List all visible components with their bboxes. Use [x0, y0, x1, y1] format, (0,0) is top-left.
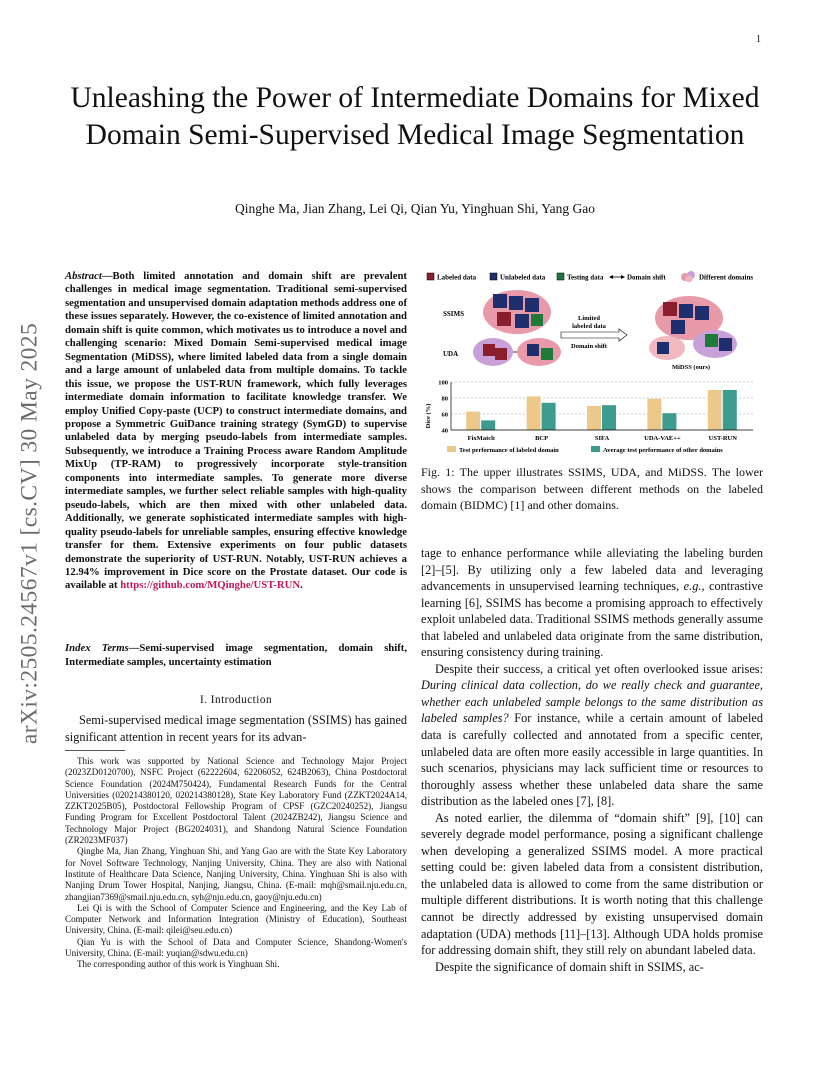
- x-tick-label: UDA-VAE++: [644, 435, 681, 442]
- legend-unlabeled: Unlabeled data: [500, 273, 546, 282]
- y-tick-label: 80: [441, 395, 448, 403]
- bar-fixmatch-s1: [481, 420, 495, 430]
- arxiv-stamp: arXiv:2505.24567v1 [cs.CV] 30 May 2025: [16, 322, 43, 745]
- legend-labeled: Labeled data: [437, 273, 477, 282]
- label-ssims: SSIMS: [443, 310, 465, 318]
- legend-swatch-other: [591, 446, 600, 452]
- footnotes: [65, 756, 407, 971]
- paragraph-text: tage to enhance performance while alleviating the labeling burden [2]–[5]. By utilizing only a few labeled data and leveraging advancements in unsupervised learning techniques,: [421, 546, 763, 594]
- y-tick-label: 40: [441, 427, 448, 435]
- legend-series-test: Test performance of labeled domain: [459, 447, 559, 454]
- label-labeled-data: labeled data: [572, 323, 606, 330]
- footnote: Lei Qi is with the School of Computer Science and Engineering, and the Key Lab of Computer Network and Information Integration (Ministry of Education), Southeast University, China. (E-mail: qilei@seu.edu.cn): [65, 902, 407, 936]
- paragraph-text: For instance, while a certain amount of labeled data is carefully collected and annotated from a specific center, unlabeled data are often more easily accessible in large quantities. In such scenarios, physicians may lack sufficient time or resources to thoroughly assess whether these unlabeled data share the same distribution as the labeled ones [7], [8].: [421, 711, 763, 809]
- x-tick-label: BCP: [535, 435, 549, 442]
- y-axis-label: Dice (%): [425, 403, 432, 429]
- paragraph: [421, 810, 763, 959]
- paragraph-emphasis: During clinical data collection, do we really check and guarantee, whether each unlabeled sample belongs to the same distribution as labeled samples?: [421, 678, 763, 726]
- paragraph-text: Despite their success, a critical yet often overlooked issue arises:: [435, 661, 763, 676]
- paragraph-emphasis: e.g.: [683, 579, 702, 594]
- index-terms: [65, 642, 407, 669]
- footnote-rule: [65, 750, 125, 751]
- paragraph-text: Despite the significance of domain shift in SSIMS, ac-: [435, 959, 704, 974]
- legend-series-other: Average test performance of other domains: [603, 447, 723, 454]
- author-list: Qinghe Ma, Jian Zhang, Lei Qi, Qian Yu, Yinghuan Shi, Yang Gao: [234, 201, 596, 216]
- y-tick-label: 100: [438, 379, 448, 387]
- paragraph: [421, 661, 763, 810]
- y-tick-label: 60: [441, 411, 448, 419]
- paragraph-text: , contrastive learning [6], SSIMS has become a promising approach to effectively exploit unlabeled data. Traditional SSIMS methods generally assume that labeled and unlabeled data originate from the same distribution, ensuring consistency during training.: [421, 579, 763, 660]
- footnote: Qinghe Ma, Jian Zhang, Yinghuan Shi, and Yang Gao are with the State Key Laboratory for Novel Software Technology, Nanjing University, China. They are also with National Institute of Healthcare Data Science, Nanjing University, China. Yinghuan Shi is also with Nanjing Drum Tower Hospital, Nanjing, Jiangsu, China. (E-mail: mqh@smail.nju.edu.cn, zhangjian7369@smail.nju.edu.cn, syh@nju.edu.cn, gaoy@nju.edu.cn): [65, 846, 407, 902]
- bar-ust-run-s1: [723, 390, 737, 430]
- legend-domain-shift: Domain shift: [627, 273, 666, 282]
- right-arrow-icon: [561, 329, 627, 341]
- double-arrow-icon: [609, 275, 625, 279]
- unlabeled-legend-swatch: [490, 273, 497, 280]
- abstract: [65, 270, 407, 593]
- x-tick-label: SIFA: [594, 435, 610, 442]
- bar-uda-vae--s0: [647, 399, 661, 430]
- paragraph: [421, 959, 763, 976]
- figure-1: [421, 268, 763, 460]
- bar-fixmatch-s0: [466, 412, 480, 430]
- dice-bar-chart: [425, 379, 753, 442]
- label-limited: Limited: [577, 315, 601, 322]
- footnote: This work was supported by National Science and Technology Major Project (2023ZD0120700), NSFC Project (62222604, 62206052, 624B2063), China Postdoctoral Science Foundation (2024M750424), Fundamental Research Funds for the Central Universities (020214380120, 020214380128), State Key Laboratory Fund (ZZKT2024A14, ZZKT2025B05), Postdoctoral Fellowship Program of CPSF (GZC20240252), Jiangsu Funding Program for Excellent Postdoctoral Talent (2024ZB242), Jiangsu Science and Technology Major Project (BG2024031), and Shandong Natural Science Foundation (ZR2023MF037): [65, 756, 407, 846]
- intro-paragraph: Semi-supervised medical image segmentation (SSIMS) has gained significant attention in recent years for its advan-: [65, 713, 407, 744]
- bar-bcp-s0: [527, 396, 541, 430]
- testing-legend-swatch: [557, 273, 564, 280]
- right-column-text: [421, 545, 763, 975]
- legend-swatch-test: [447, 446, 456, 452]
- page-number: 1: [756, 34, 761, 45]
- abstract-text: —Both limited annotation and domain shift are prevalent challenges in medical image segmentation. Traditional semi-supervised segmentation and unsupervised domain adaptation methods address one of these issues separately. However, the co-existence of limited annotation and domain shift is quite common, which motivates us to introduce a novel and challenging scenario: Mixed Domain Semi-supervised medical image Segmentation (MiDSS), where limited labeled data from a single domain and a large amount of unlabeled data from multiple domains. To tackle this issue, we propose the UST-RUN framework, which fully leverages intermediate domain information to facilitate knowledge transfer. We employ Unified Copy-paste (UCP) to construct intermediate domains, and propose a Symmetric GuiDance training strategy (SymGD) to supervise unlabeled data by merging pseudo-labels from intermediate samples. Subsequently, we introduce a Training Process aware Random Amplitude MixUp (TP-RAM) to progressively incorporate style-transition components into intermediate samples. To generate more diverse intermediate samples, we further select reliable samples with high-quality pseudo-labels, which are then mixed with other unlabeled data. Additionally, we generate sophisticated intermediate samples with high-quality pseudo-labels for unreliable samples, ensuring effective knowledge transfer for them. Extensive experiments on four public datasets demonstrate the superiority of UST-RUN. Notably, UST-RUN achieves a 12.94% improvement in Dice score on the Prostate dataset. Our code is available at: [65, 270, 407, 592]
- paragraph-text: As noted earlier, the dilemma of “domain shift” [9], [10] can severely degrade model performance, posing a significant challenge when developing a generalized SSIMS model. A more practical setting could be: given labeled data from a consistent distribution, the unlabeled data is allowed to come from the same distribution or multiple different distributions. It is worth noting that this challenge cannot be directly addressed by existing unsupervised domain adaptation (UDA) methods [11]–[13]. Although UDA holds promise for addressing domain shift, they still rely on abundant labeled data.: [421, 810, 763, 958]
- paper-title: Unleashing the Power of Intermediate Domains for Mixed Domain Semi-Supervised Medical Image Segmentation: [70, 82, 760, 151]
- abstract-label: Abstract: [65, 270, 102, 282]
- bar-ust-run-s0: [708, 390, 722, 430]
- paragraph: [421, 545, 763, 661]
- code-link[interactable]: https://github.com/MQinghe/UST-RUN: [120, 579, 301, 592]
- labeled-legend-swatch: [427, 273, 434, 280]
- bar-bcp-s1: [542, 403, 556, 430]
- abstract-end: .: [300, 579, 303, 592]
- figure-caption: Fig. 1: The upper illustrates SSIMS, UDA, and MiDSS. The lower shows the comparison between different methods on the labeled domain (BIDMC) [1] and other domains.: [421, 465, 763, 512]
- footnote: The corresponding author of this work is Yinghuan Shi.: [77, 959, 280, 970]
- label-domain-shift: Domain shift: [571, 343, 607, 350]
- index-terms-text: —Semi-supervised image segmentation, domain shift, Intermediate samples, uncertainty estimation: [65, 642, 407, 668]
- footnote: Qian Yu is with the School of Data and Computer Science, Shandong-Women's University, China. (E-mail: yuqian@sdwu.edu.cn): [65, 936, 407, 959]
- label-uda: UDA: [443, 350, 459, 358]
- section-heading: I. Introduction: [199, 694, 273, 706]
- x-tick-label: UST-RUN: [708, 435, 737, 442]
- bar-sifa-s1: [602, 405, 616, 430]
- index-terms-label: Index Terms: [65, 642, 129, 654]
- legend-testing: Testing data: [567, 273, 604, 282]
- bar-sifa-s0: [587, 406, 601, 430]
- label-midss: MiDSS (ours): [671, 364, 711, 371]
- bar-uda-vae--s1: [662, 413, 676, 430]
- domains-cloud-icon: [681, 271, 695, 283]
- x-tick-label: FixMatch: [467, 435, 495, 442]
- legend-different-domains: Different domains: [699, 273, 754, 282]
